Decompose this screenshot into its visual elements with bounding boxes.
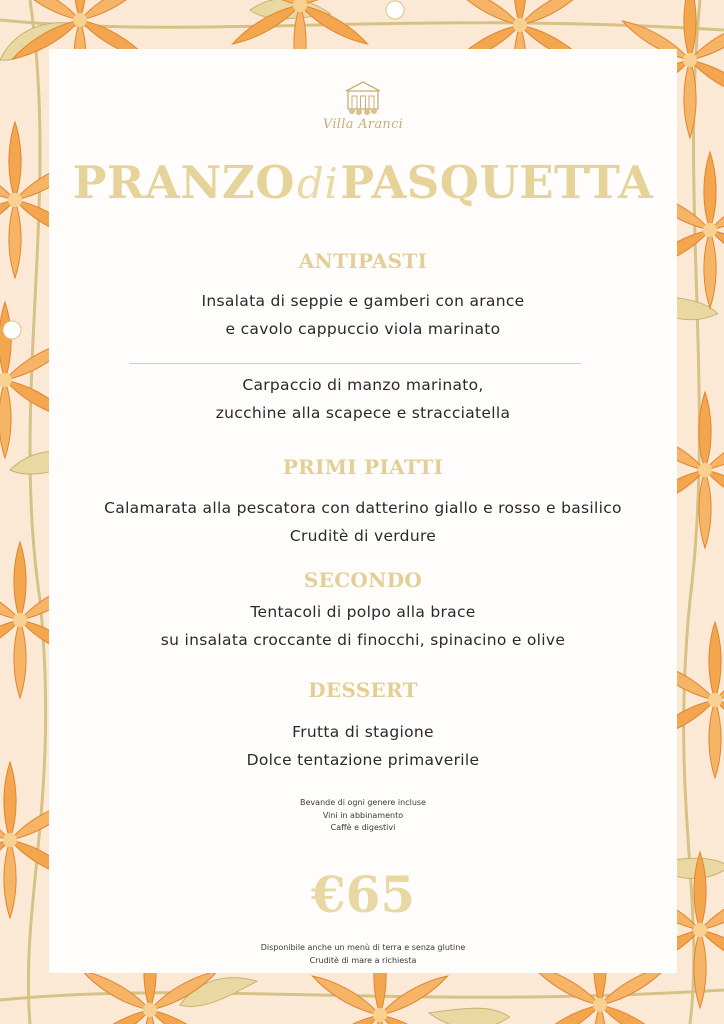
menu-item: Frutta di stagione [292, 723, 434, 741]
section-heading-dessert: DESSERT [308, 678, 418, 702]
menu-item: Carpaccio di manzo marinato, [242, 376, 484, 394]
logo-text: Villa Aranci [322, 117, 404, 132]
title-part-1: PRANZO [72, 156, 295, 209]
footer-note [49, 942, 677, 967]
included-line: Vini in abbinamento [322, 810, 404, 820]
menu-item: Tentacoli di polpo alla brace [250, 603, 476, 621]
footer-line: Disponibile anche un menù di terra e senza glutine [260, 943, 466, 952]
menu-item: Calamarata alla pescatora con datterino giallo e rosso e basilico [104, 499, 622, 517]
menu-card [49, 49, 677, 973]
menu-item: Insalata di seppie e gamberi con arance [201, 292, 525, 310]
menu-item: zucchine alla scapece e stracciatella [215, 404, 511, 422]
menu-item: su insalata croccante di finocchi, spinacino e olive [160, 631, 566, 649]
price: €65 [310, 865, 416, 924]
included-line: Bevande di ogni genere incluse [300, 798, 426, 807]
included-line: Caffè e digestivi [330, 823, 396, 832]
menu-item: e cavolo cappuccio viola marinato [225, 320, 501, 338]
section-divider [129, 363, 581, 364]
section-heading-antipasti: ANTIPASTI [298, 249, 428, 273]
included-note [49, 797, 677, 835]
title-part-3: PASQUETTA [340, 156, 654, 209]
menu-item: Dolce tentazione primaverile [246, 751, 480, 769]
page-title [49, 153, 677, 214]
section-heading-primi: PRIMI PIATTI [282, 455, 444, 479]
title-part-2: di [296, 159, 339, 208]
brand-logo [49, 79, 677, 149]
footer-line: Cruditè di mare a richiesta [309, 955, 417, 965]
villa-building-icon [344, 79, 382, 117]
section-heading-secondo: SECONDO [303, 568, 423, 592]
menu-item: Cruditè di verdure [289, 527, 437, 545]
